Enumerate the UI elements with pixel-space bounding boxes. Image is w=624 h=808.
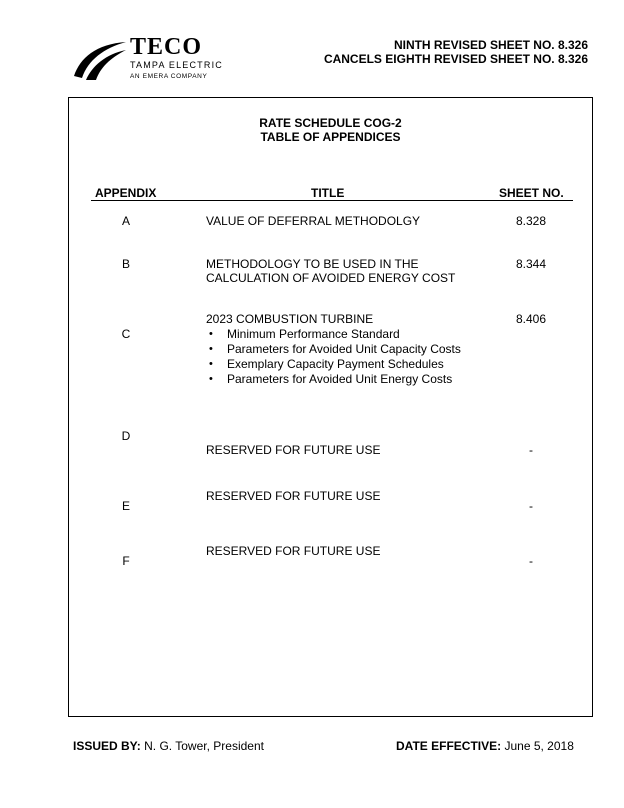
logo-tagline: AN EMERA COMPANY [130, 73, 208, 80]
appendix-letter: C [121, 327, 131, 341]
issued-by [73, 739, 264, 753]
issued-by-label: ISSUED BY: [73, 739, 141, 753]
appendix-sheet-no: 8.344 [515, 257, 547, 271]
date-effective [396, 739, 574, 753]
appendix-letter: F [122, 554, 130, 568]
bullet-item: • Exemplary Capacity Payment Schedules [206, 357, 461, 372]
schedule-title: RATE SCHEDULE COG-2 [259, 116, 402, 130]
appendix-title: RESERVED FOR FUTURE USE [206, 443, 381, 457]
sheet-number: NINTH REVISED SHEET NO. 8.326 [393, 38, 588, 52]
swoosh-icon [72, 36, 128, 82]
bullet-item: • Parameters for Avoided Unit Energy Costs [206, 372, 461, 387]
appendix-bullet-list [206, 327, 461, 387]
date-effective-label: DATE EFFECTIVE: [396, 739, 502, 753]
column-header-appendix: APPENDIX [95, 186, 157, 200]
appendix-title: 2023 COMBUSTION TURBINE [206, 312, 374, 326]
appendix-letter: D [121, 429, 131, 443]
appendix-sheet-no: 8.328 [515, 214, 547, 228]
table-title: TABLE OF APPENDICES [260, 130, 401, 144]
company-logo [72, 36, 252, 86]
logo-subtitle: TAMPA ELECTRIC [130, 60, 223, 70]
appendix-letter: B [121, 257, 130, 271]
appendix-letter: A [121, 214, 130, 228]
appendix-title: METHODOLOGY TO BE USED IN THE [206, 257, 419, 271]
appendix-title: VALUE OF DEFERRAL METHODOLGY [206, 214, 421, 228]
bullet-item: • Parameters for Avoided Unit Capacity Costs [206, 342, 461, 357]
appendix-sheet-no: - [529, 499, 533, 513]
header-divider [91, 200, 573, 201]
document-frame [68, 97, 593, 717]
appendix-letter: E [121, 499, 130, 513]
logo-brand: TECO [130, 34, 203, 60]
appendix-sheet-no: - [529, 443, 533, 457]
bullet-item: • Minimum Performance Standard [206, 327, 461, 342]
appendix-sheet-no: 8.406 [515, 312, 547, 326]
appendix-title: RESERVED FOR FUTURE USE [206, 489, 381, 503]
appendix-title: RESERVED FOR FUTURE USE [206, 544, 381, 558]
appendix-title: CALCULATION OF AVOIDED ENERGY COST [206, 271, 456, 285]
column-header-title: TITLE [311, 186, 345, 200]
column-header-sheet-no: SHEET NO. [499, 186, 564, 200]
issued-by-value: N. G. Tower, President [144, 739, 264, 753]
appendix-sheet-no: - [529, 554, 533, 568]
date-effective-value: June 5, 2018 [504, 739, 574, 753]
cancels-sheet-number: CANCELS EIGHTH REVISED SHEET NO. 8.326 [323, 52, 588, 66]
